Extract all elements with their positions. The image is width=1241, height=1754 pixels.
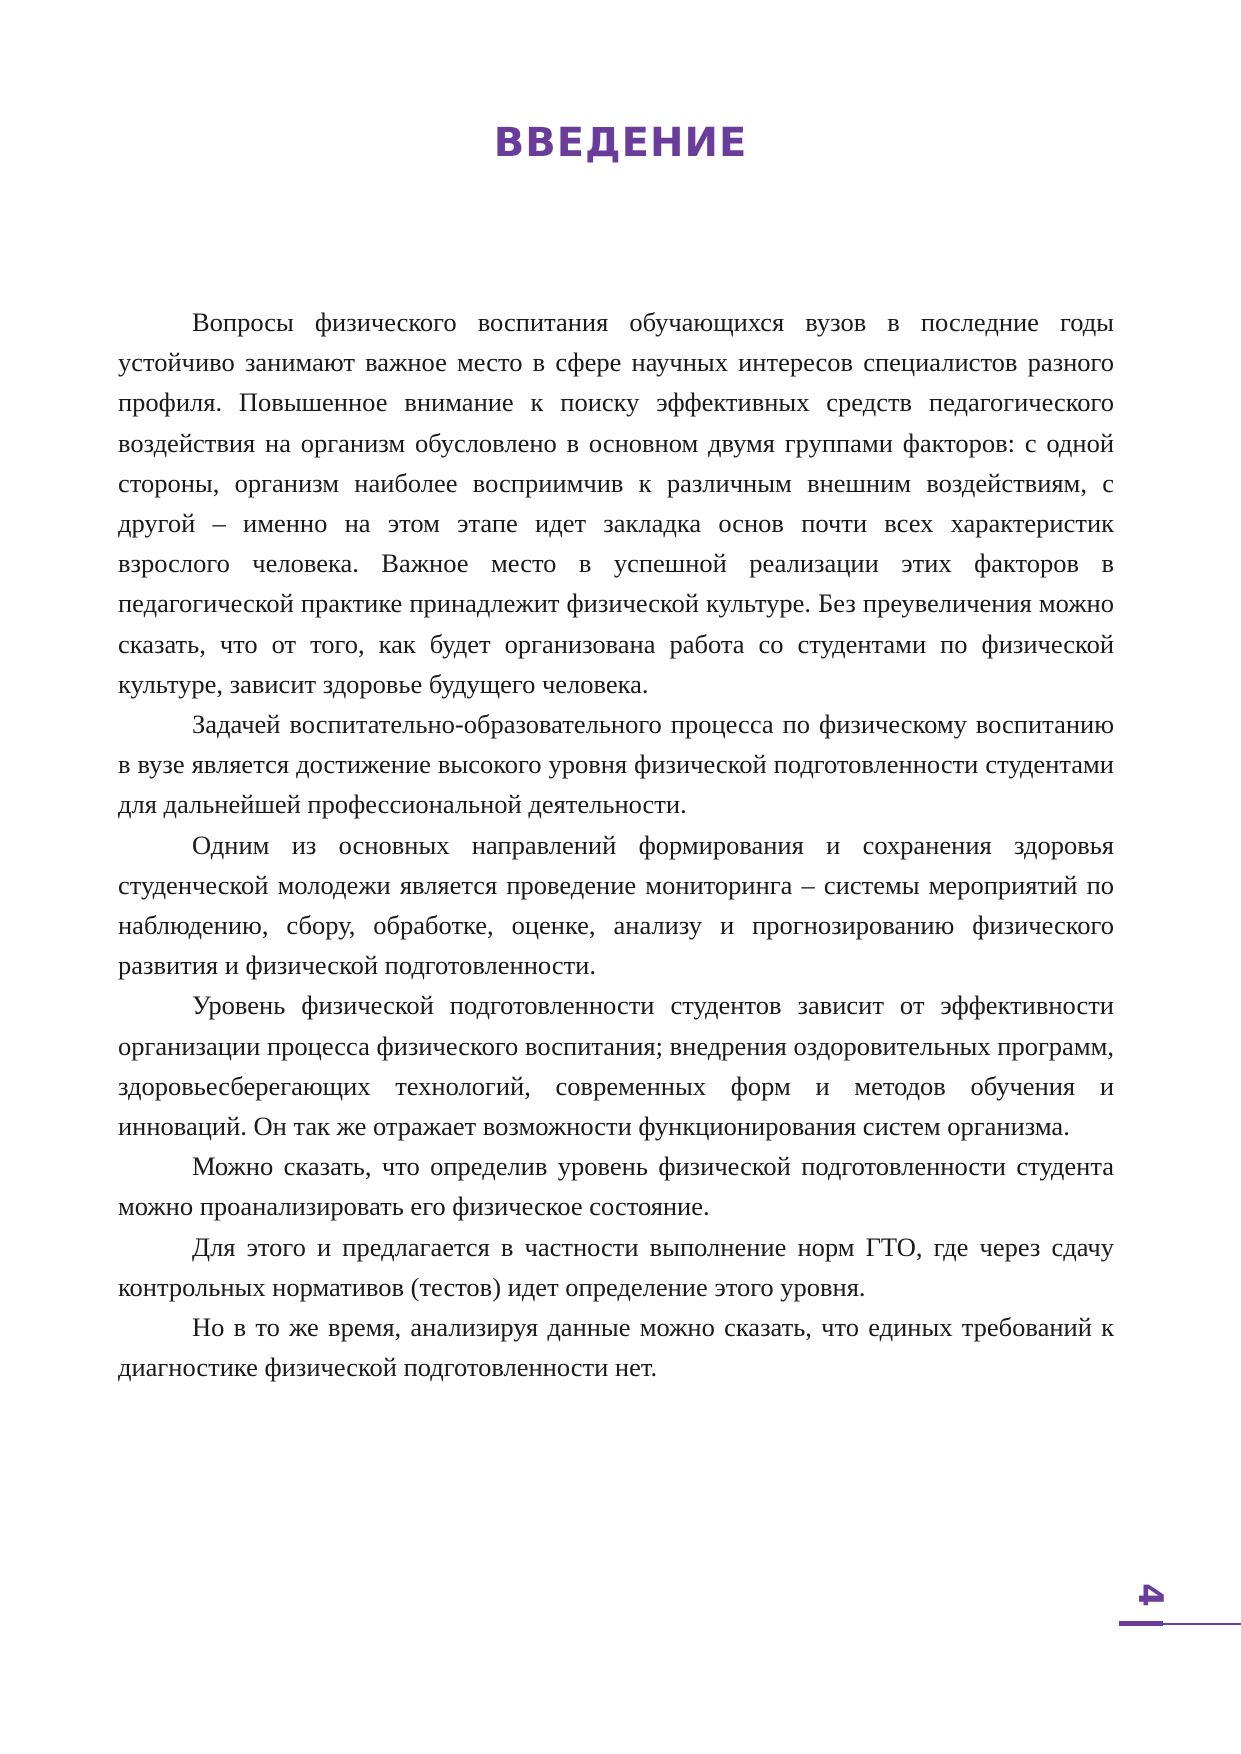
paragraph: Можно сказать, что определив уровень физической подготовленности студента можно проанализировать его физическое состояние.	[118, 1151, 1114, 1222]
page-edge-rule	[1163, 1623, 1241, 1625]
paragraph: Одним из основных направлений формирования и сохранения здоровья студенческой молодежи является проведение мониторинга – системы мероприятий по наблюдению, сбору, обработке, оценке, анализу и прогнозированию физического развития и физической подготовленности.	[118, 829, 1114, 981]
page-number: 4	[1130, 1583, 1170, 1607]
body-text	[118, 302, 1114, 1387]
paragraph: Уровень физической подготовленности студентов зависит от эффективности организации процесса физического воспитания; внедрения оздоровительных программ, здоровьесберегающих технологий, современных форм и методов обучения и инноваций. Он так же отражает возможности функционирования систем организма.	[118, 990, 1114, 1142]
paragraph: Но в то же время, анализируя данные можно сказать, что единых требований к диагностике физической подготовленности нет.	[118, 1312, 1114, 1383]
paragraph: Для этого и предлагается в частности выполнение норм ГТО, где через сдачу контрольных нормативов (тестов) идет определение этого уровня.	[118, 1231, 1114, 1302]
page-title: ВВЕДЕНИЕ	[493, 120, 748, 166]
page-number-rule	[1119, 1621, 1163, 1626]
paragraph: Вопросы физического воспитания обучающихся вузов в последние годы устойчиво занимают важное место в сфере научных интересов специалистов разного профиля. Повышенное внимание к поиску эффективных средств педагогического воздействия на организм обусловлено в основном двумя группами факторов: с одной стороны, организм наиболее восприимчив к различным внешним воздействиям, с другой – именно на этом этапе идет закладка основ почти всех характеристик взрослого человека. Важное место в успешной реализации этих факторов в педагогической практике принадлежит физической культуре. Без преувеличения можно сказать, что от того, как будет организована работа со студентами по физической культуре, зависит здоровье будущего человека.	[118, 307, 1114, 699]
paragraph: Задачей воспитательно-образовательного процесса по физическому воспитанию в вузе является достижение высокого уровня физической подготовленности студентами для дальнейшей профессиональной деятельности.	[118, 709, 1114, 820]
